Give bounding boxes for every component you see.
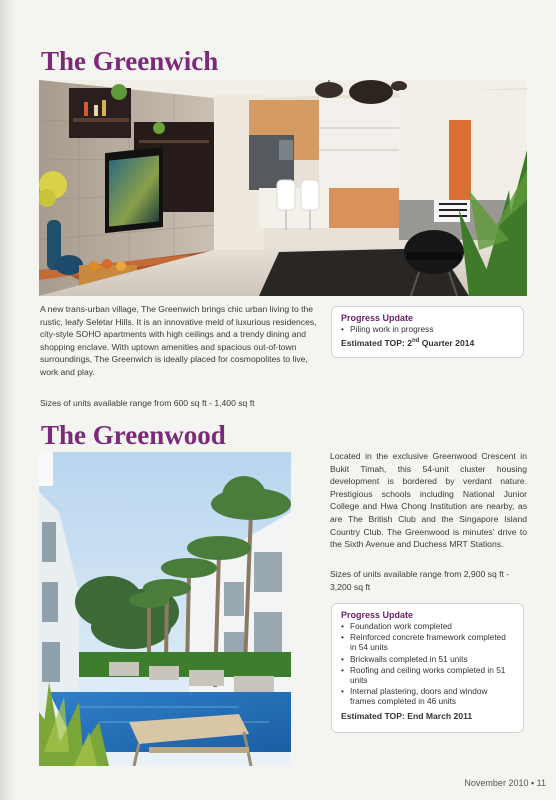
greenwood-title: The Greenwood <box>41 420 226 450</box>
list-item: • Reinforced concrete framework completed in 54 units <box>341 632 514 652</box>
greenwich-progress-heading: Progress Update <box>341 313 414 323</box>
greenwich-interior-photo <box>39 80 527 296</box>
greenwood-description: Located in the exclusive Greenwood Crescent in Bukit Timah, this 54-unit cluster housing development is bordered by verdant nature. Prestigious schools including National Junior College and Hwa Chong Institution are nearby, as are The British Club and the Singapore Island Country Club. The Greenwood is minutes' drive to the Sixth Avenue and Duchess MRT Stations. <box>330 451 527 550</box>
greenwood-unit-sizes: Sizes of units available range from 2,900 sq ft - 3,200 sq ft <box>330 569 510 592</box>
greenwood-progress-list <box>341 621 514 707</box>
list-item: • Brickwalls completed in 51 units <box>341 654 514 664</box>
greenwich-estimated-top: Estimated TOP: 2nd Quarter 2014 <box>341 338 475 349</box>
page-footer <box>464 778 546 788</box>
list-item: • Roofing and ceiling works completed in 51 units <box>341 665 514 685</box>
greenwich-progress-box <box>331 306 524 358</box>
list-item: • Piling work in progress <box>341 324 514 334</box>
list-item: • Internal plastering, doors and window frames completed in 46 units <box>341 686 514 706</box>
list-item: • Foundation work completed <box>341 621 514 631</box>
greenwich-unit-sizes: Sizes of units available range from 600 sq ft - 1,400 sq ft <box>40 398 255 408</box>
page-number: 11 <box>536 778 546 788</box>
greenwood-progress-box <box>331 603 524 733</box>
issue-date: November 2010 <box>464 778 529 788</box>
footer-separator: • <box>530 778 535 788</box>
greenwood-pool-photo <box>39 452 291 766</box>
binding-shadow <box>0 0 16 800</box>
greenwood-progress-heading: Progress Update <box>341 610 414 620</box>
greenwood-estimated-top: Estimated TOP: End March 2011 <box>341 710 473 721</box>
greenwich-title: The Greenwich <box>41 46 219 76</box>
greenwich-description: A new trans-urban village, The Greenwich brings chic urban living to the rustic, leafy Seletar Hills. It is an innovative meld of luxurious residences, city-style SOHO apartments with high ceilings and a trendy dining and shopping enclave. With uptown amenities and spacious out-of-town surroundings, The Greenwich is ideally placed for cosmopolites to live, work and play. <box>40 304 317 377</box>
greenwich-progress-list <box>341 324 514 334</box>
